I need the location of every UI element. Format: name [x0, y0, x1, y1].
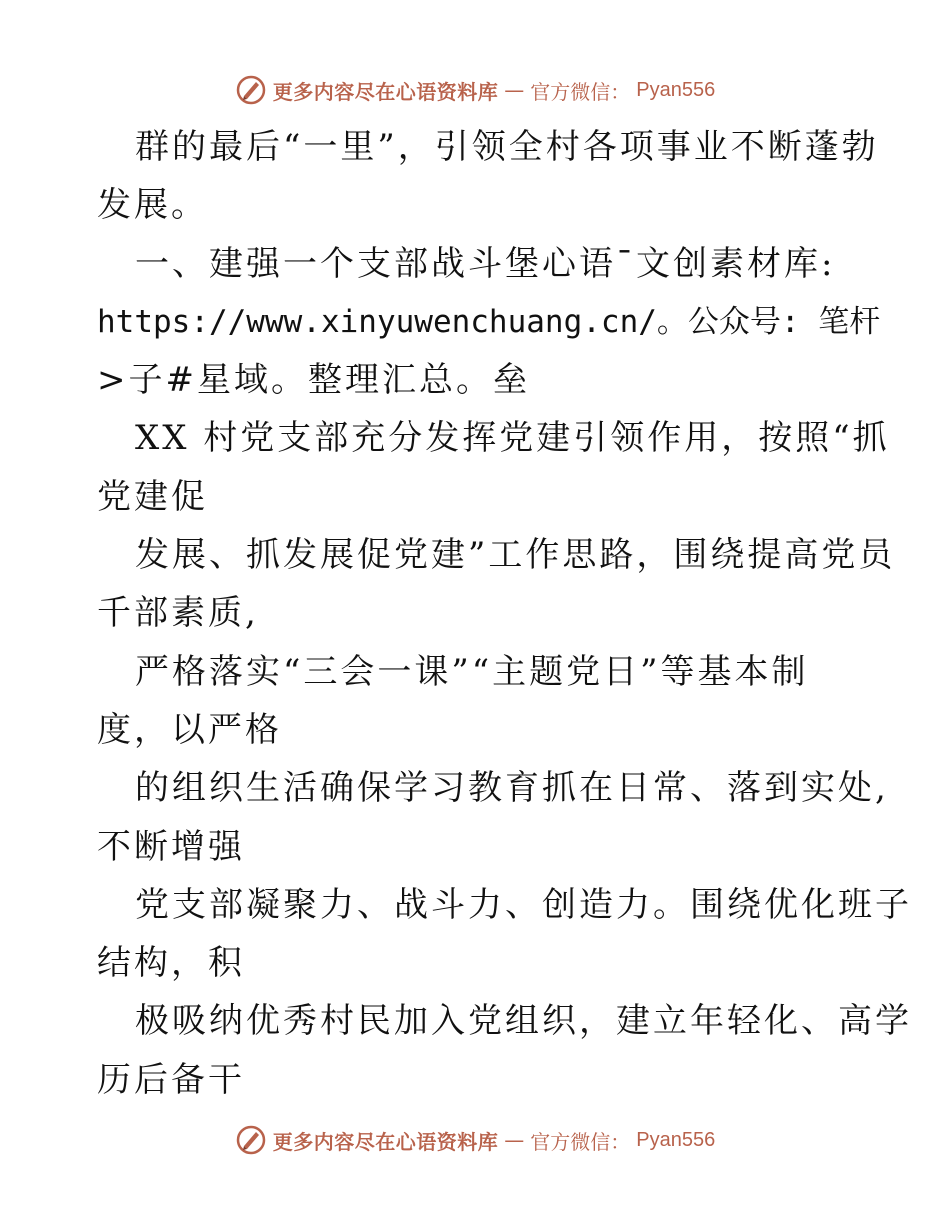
body-line: 结构，积 — [97, 943, 245, 984]
body-line: 度，以严格 — [97, 709, 282, 750]
body-line: 党建促 — [97, 476, 208, 517]
section-heading: 一、建强一个支部战斗堡心语¯文创素材库: — [135, 243, 836, 284]
watermark-wechat-label: 官方微信： — [530, 79, 631, 104]
watermark-dash: — — [504, 78, 525, 102]
body-line: 发展、抓发展促党建”工作思路，围绕提高党员 — [135, 535, 896, 576]
body-line: 的组织生活确保学习教育抓在日常、落到实处, — [135, 768, 889, 809]
body-line: 党支部凝聚力、战斗力、创造力。围绕优化班子 — [135, 884, 912, 925]
body-line: 发展。 — [97, 185, 208, 226]
body-line: 严格落实“三会一课”“主题党日”等基本制 — [135, 651, 809, 692]
footer-watermark — [0, 1120, 950, 1160]
watermark-wechat-id: Pyan556 — [636, 78, 716, 101]
body-line: 极吸纳优秀村民加入党组织，建立年轻化、高学 — [135, 1001, 912, 1042]
body-line: 群的最后“一里”，引领全村各项事业不断蓬勃 — [135, 127, 879, 167]
body-line: 不断增强 — [97, 826, 245, 867]
body-line: https://www.xinyuwenchuang.cn/。公众号: 笔杆 — [97, 303, 881, 340]
body-line: XX 村党支部充分发挥党建引领作用，按照“抓 — [135, 418, 890, 459]
watermark-brand: 更多内容尽在心语资料库 — [272, 1129, 499, 1154]
body-line: 历后备干 — [97, 1059, 245, 1100]
watermark-brand: 更多内容尽在心语资料库 — [272, 79, 499, 104]
watermark-wechat-label: 官方微信： — [530, 1129, 631, 1154]
writing-logo-icon — [235, 1124, 267, 1156]
document-body — [97, 118, 912, 1109]
watermark-wechat-id: Pyan556 — [636, 1128, 716, 1151]
writing-logo-icon — [235, 74, 267, 106]
body-line: >子#星域。整理汇总。垒 — [97, 360, 530, 401]
body-line: 千部素质, — [97, 593, 259, 634]
watermark-dash: — — [504, 1128, 525, 1152]
header-watermark — [0, 70, 950, 110]
